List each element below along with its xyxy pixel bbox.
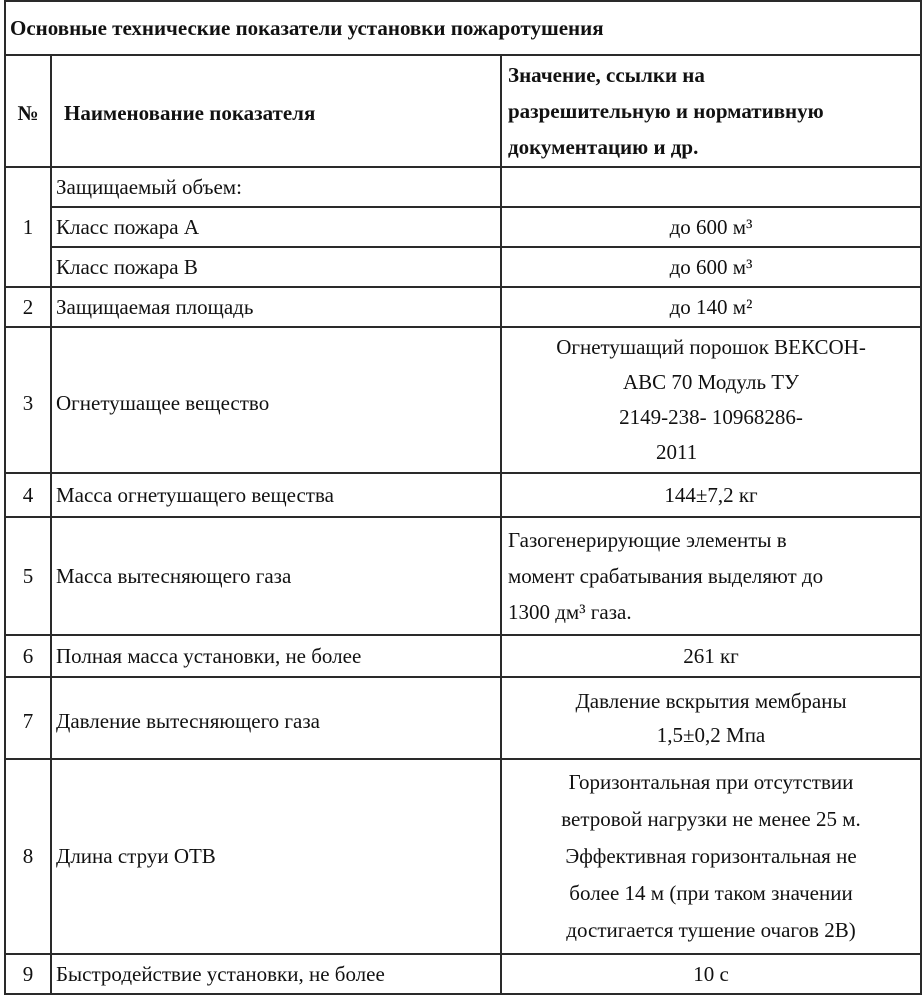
row-value-line: Давление вскрытия мембраны <box>575 689 847 713</box>
row-num: 7 <box>5 677 51 759</box>
header-row <box>5 55 921 167</box>
row-num: 4 <box>5 473 51 517</box>
row-value <box>501 759 921 954</box>
row-value <box>501 327 921 473</box>
row-num: 8 <box>5 759 51 954</box>
row-num: 5 <box>5 517 51 635</box>
table-row <box>5 954 921 994</box>
title-row <box>5 1 921 55</box>
table-row <box>5 247 921 287</box>
table-row <box>5 517 921 635</box>
table-title: Основные технические показатели установки пожаротушения <box>5 1 921 55</box>
specs-table <box>4 0 922 995</box>
header-name: Наименование показателя <box>51 55 501 167</box>
table-row <box>5 759 921 954</box>
header-value-line: документацию и др. <box>508 135 699 159</box>
row-value-line: 2149-238- 10968286- <box>619 405 803 429</box>
row-value-line: Газогенерирующие элементы в <box>508 528 787 552</box>
row-name: Масса огнетушащего вещества <box>51 473 501 517</box>
row-value: до 140 м² <box>501 287 921 327</box>
row-value-line: 2011 <box>656 440 698 464</box>
row-name: Класс пожара В <box>51 247 501 287</box>
row-name: Класс пожара А <box>51 207 501 247</box>
table-row <box>5 167 921 207</box>
row-value <box>501 167 921 207</box>
row-name: Защищаемый объем: <box>51 167 501 207</box>
row-value: 10 с <box>501 954 921 994</box>
row-value-line: Огнетушащий порошок ВЕКСОН- <box>556 335 866 359</box>
row-value-line: более 14 м (при таком значении <box>569 881 853 905</box>
header-num: № <box>5 55 51 167</box>
table-row <box>5 327 921 473</box>
row-num: 3 <box>5 327 51 473</box>
row-value <box>501 677 921 759</box>
header-value-line: разрешительную и нормативную <box>508 99 824 123</box>
row-num: 1 <box>5 167 51 287</box>
row-name: Полная масса установки, не более <box>51 635 501 677</box>
row-num: 2 <box>5 287 51 327</box>
table-row <box>5 635 921 677</box>
row-name: Быстродействие установки, не более <box>51 954 501 994</box>
row-name: Защищаемая площадь <box>51 287 501 327</box>
row-value-line: момент срабатывания выделяют до <box>508 564 824 588</box>
row-value-line: 1,5±0,2 Мпа <box>656 723 766 747</box>
row-value-line: Эффективная горизонтальная не <box>565 844 857 868</box>
row-value-line: достигается тушение очагов 2В) <box>566 918 856 942</box>
header-value-line: Значение, ссылки на <box>508 63 705 87</box>
row-value <box>501 517 921 635</box>
row-name: Масса вытесняющего газа <box>51 517 501 635</box>
header-value <box>501 55 921 167</box>
row-num: 6 <box>5 635 51 677</box>
row-value-line: Горизонтальная при отсутствии <box>568 770 854 794</box>
table-row <box>5 287 921 327</box>
row-name: Давление вытесняющего газа <box>51 677 501 759</box>
table-row <box>5 677 921 759</box>
row-value-line: 1300 дм³ газа. <box>508 600 632 624</box>
table-row <box>5 473 921 517</box>
row-name: Огнетушащее вещество <box>51 327 501 473</box>
row-value: до 600 м³ <box>501 247 921 287</box>
row-value: до 600 м³ <box>501 207 921 247</box>
row-num: 9 <box>5 954 51 994</box>
row-name: Длина струи ОТВ <box>51 759 501 954</box>
row-value: 261 кг <box>501 635 921 677</box>
table-row <box>5 207 921 247</box>
row-value: 144±7,2 кг <box>501 473 921 517</box>
row-value-line: ветровой нагрузки не менее 25 м. <box>561 807 861 831</box>
row-value-line: АВС 70 Модуль ТУ <box>623 370 799 394</box>
